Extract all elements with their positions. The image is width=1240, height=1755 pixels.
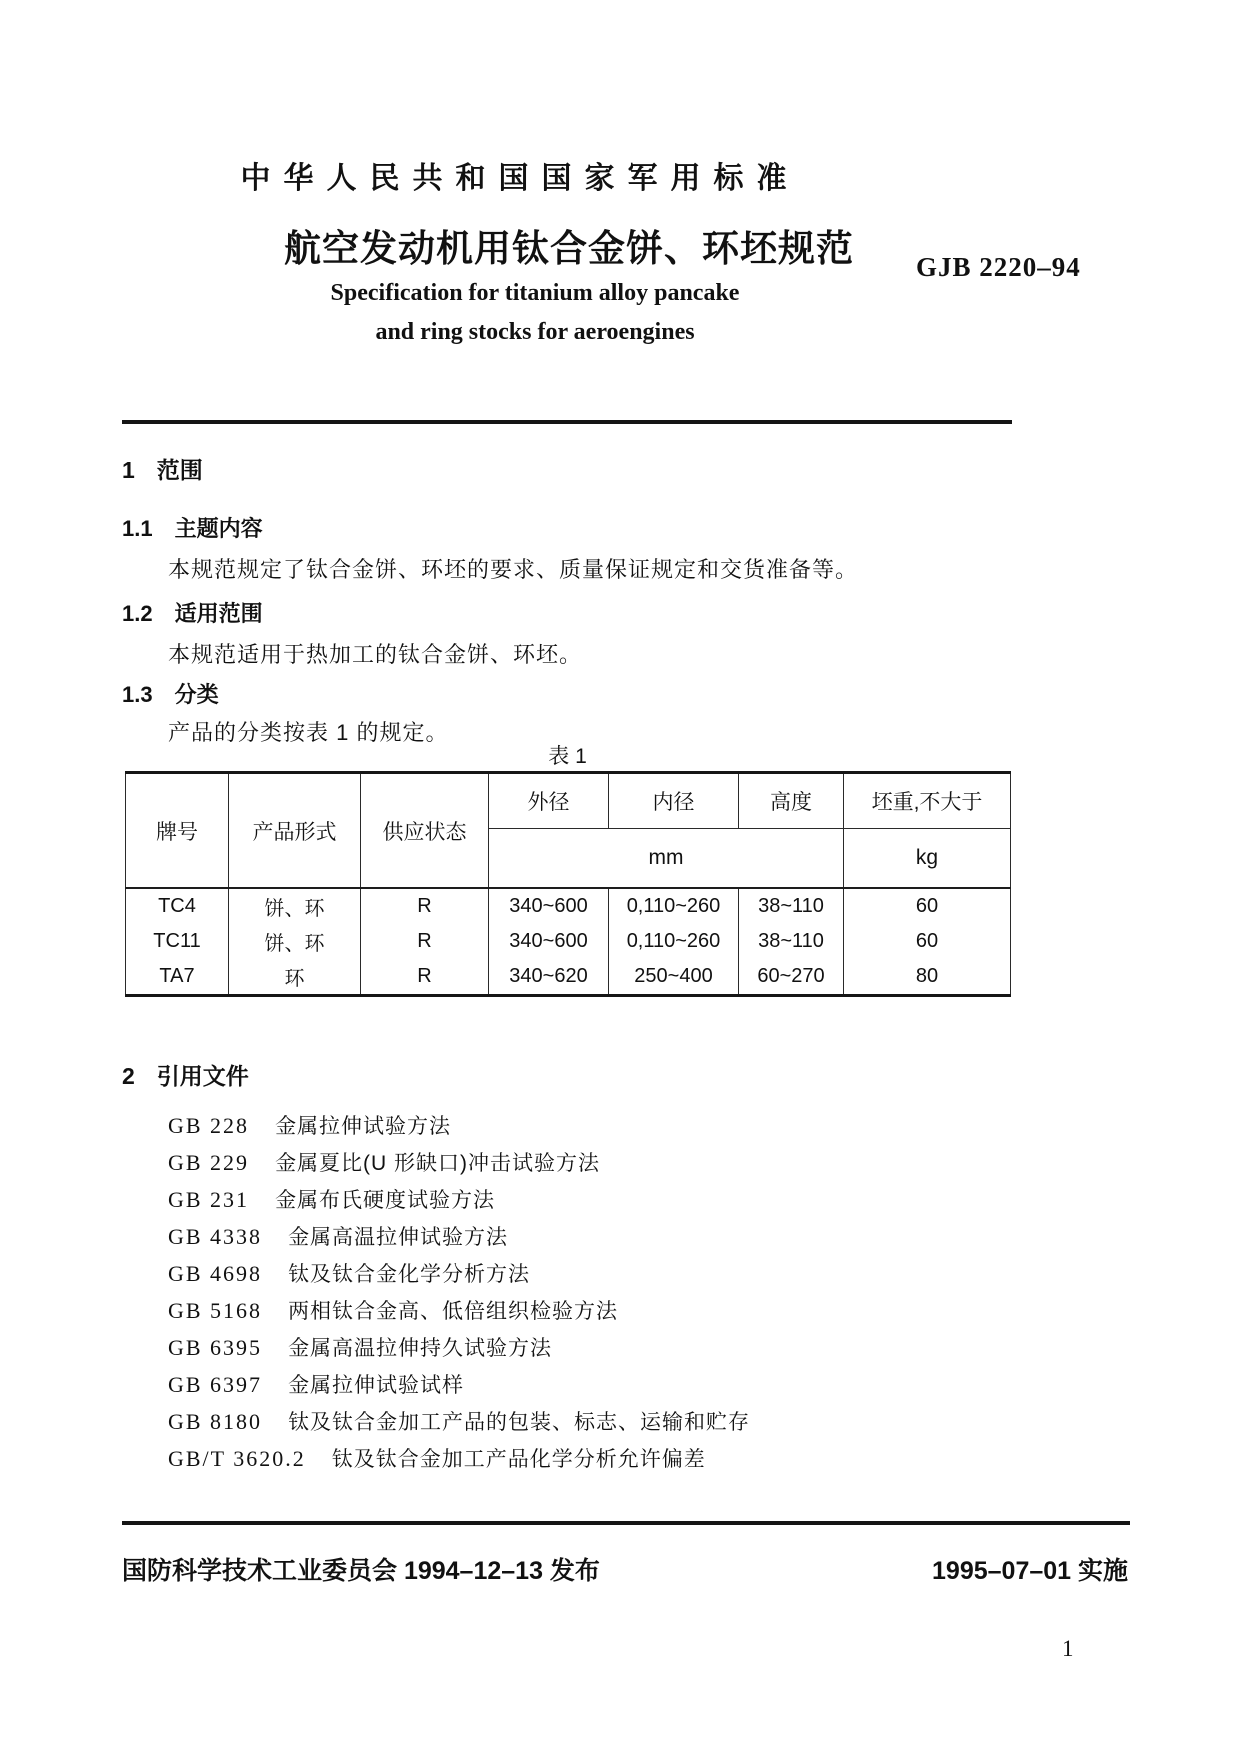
reference-item	[168, 1110, 750, 1147]
reference-title: 金属拉伸试验方法	[275, 1115, 452, 1138]
section-1-3-number: 1.3	[122, 682, 153, 707]
section-1-3-title: 分类	[174, 682, 219, 707]
section-1-2-number: 1.2	[122, 601, 153, 626]
section-1-title: 范围	[156, 457, 203, 483]
table-row	[126, 924, 1011, 959]
footer-issue-statement: 国防科学技术工业委员会 1994–12–13 发布	[122, 1557, 600, 1585]
reference-list	[168, 1110, 750, 1480]
reference-code: GB 6397	[168, 1372, 263, 1397]
cell-id: 250~400	[609, 959, 739, 996]
reference-item	[168, 1147, 750, 1184]
reference-item	[168, 1221, 750, 1258]
cell-weight: 80	[844, 959, 1011, 996]
section-2-number: 2	[122, 1063, 135, 1089]
reference-title: 金属高温拉伸试验方法	[288, 1226, 509, 1249]
cell-form: 饼、环	[229, 888, 361, 924]
section-1-2-title: 适用范围	[174, 601, 263, 626]
cell-od: 340~620	[489, 959, 609, 996]
reference-item	[168, 1443, 750, 1480]
reference-code: GB 228	[168, 1113, 250, 1138]
table-row	[126, 888, 1011, 924]
cell-form: 饼、环	[229, 924, 361, 959]
cell-height: 38~110	[739, 888, 844, 924]
page-number: 1	[1062, 1636, 1074, 1661]
cell-id: 0,110~260	[609, 888, 739, 924]
col-header-height: 高度	[739, 773, 844, 829]
section-1-2-body: 本规范适用于热加工的钛合金饼、环坯。	[168, 642, 583, 667]
cell-state: R	[361, 888, 489, 924]
col-header-grade: 牌号	[126, 773, 229, 889]
reference-item	[168, 1332, 750, 1369]
cell-weight: 60	[844, 888, 1011, 924]
reference-title: 金属布氏硬度试验方法	[275, 1189, 496, 1212]
reference-item	[168, 1295, 750, 1332]
footer-implementation-statement: 1995–07–01 实施	[932, 1557, 1128, 1585]
section-1-heading	[122, 452, 203, 485]
section-2-heading	[122, 1058, 249, 1091]
reference-title: 钛及钛合金加工产品化学分析允许偏差	[331, 1448, 706, 1471]
unit-kg: kg	[844, 829, 1011, 889]
reference-code: GB 5168	[168, 1298, 263, 1323]
document-title-en-line2: and ring stocks for aeroengines	[375, 319, 695, 345]
section-1-2-heading	[122, 597, 263, 628]
section-1-1-title: 主题内容	[174, 516, 263, 541]
cell-od: 340~600	[489, 888, 609, 924]
col-header-state: 供应状态	[361, 773, 489, 889]
reference-code: GB/T 3620.2	[168, 1446, 306, 1471]
cell-weight: 60	[844, 924, 1011, 959]
header-rule	[122, 420, 1012, 424]
reference-code: GB 6395	[168, 1335, 263, 1360]
col-header-id: 内径	[609, 773, 739, 829]
document-title-cn: 航空发动机用钛合金饼、环坯规范	[284, 228, 854, 269]
document-title-en	[270, 274, 800, 352]
reference-code: GB 4698	[168, 1261, 263, 1286]
reference-code: GB 4338	[168, 1224, 263, 1249]
document-title-en-line1: Specification for titanium alloy pancake	[330, 280, 740, 306]
section-1-3-heading	[122, 678, 219, 709]
col-header-od: 外径	[489, 773, 609, 829]
reference-title: 金属高温拉伸持久试验方法	[288, 1337, 553, 1360]
section-1-1-body: 本规范规定了钛合金饼、环坯的要求、质量保证规定和交货准备等。	[168, 557, 859, 582]
reference-title: 金属夏比(U 形缺口)冲击试验方法	[275, 1152, 601, 1175]
col-header-weight: 坯重,不大于	[844, 773, 1011, 829]
cell-grade: TC4	[126, 888, 229, 924]
cell-state: R	[361, 959, 489, 996]
reference-title: 金属拉伸试验试样	[288, 1374, 465, 1397]
unit-mm: mm	[489, 829, 844, 889]
reference-code: GB 231	[168, 1187, 250, 1212]
standard-number: GJB 2220–94	[916, 252, 1081, 282]
footer-rule	[122, 1521, 1130, 1525]
standard-type-heading: 中华人民共和国国家军用标准	[240, 162, 800, 195]
cell-state: R	[361, 924, 489, 959]
reference-item	[168, 1406, 750, 1443]
reference-item	[168, 1369, 750, 1406]
cell-height: 60~270	[739, 959, 844, 996]
cell-form: 环	[229, 959, 361, 996]
reference-title: 钛及钛合金加工产品的包装、标志、运输和贮存	[288, 1411, 751, 1434]
section-1-3-body: 产品的分类按表 1 的规定。	[168, 720, 449, 745]
reference-item	[168, 1258, 750, 1295]
reference-title: 钛及钛合金化学分析方法	[288, 1263, 531, 1286]
col-header-form: 产品形式	[229, 773, 361, 889]
reference-code: GB 8180	[168, 1409, 263, 1434]
cell-height: 38~110	[739, 924, 844, 959]
section-1-1-number: 1.1	[122, 516, 153, 541]
reference-item	[168, 1184, 750, 1221]
reference-title: 两相钛合金高、低倍组织检验方法	[288, 1300, 619, 1323]
section-1-number: 1	[122, 457, 135, 483]
cell-od: 340~600	[489, 924, 609, 959]
section-2-title: 引用文件	[156, 1063, 249, 1089]
table1-caption: 表 1	[548, 745, 587, 768]
table-row	[126, 959, 1011, 996]
cell-id: 0,110~260	[609, 924, 739, 959]
section-1-1-heading	[122, 512, 263, 543]
cell-grade: TA7	[126, 959, 229, 996]
table1	[125, 771, 1011, 997]
cell-grade: TC11	[126, 924, 229, 959]
reference-code: GB 229	[168, 1150, 250, 1175]
